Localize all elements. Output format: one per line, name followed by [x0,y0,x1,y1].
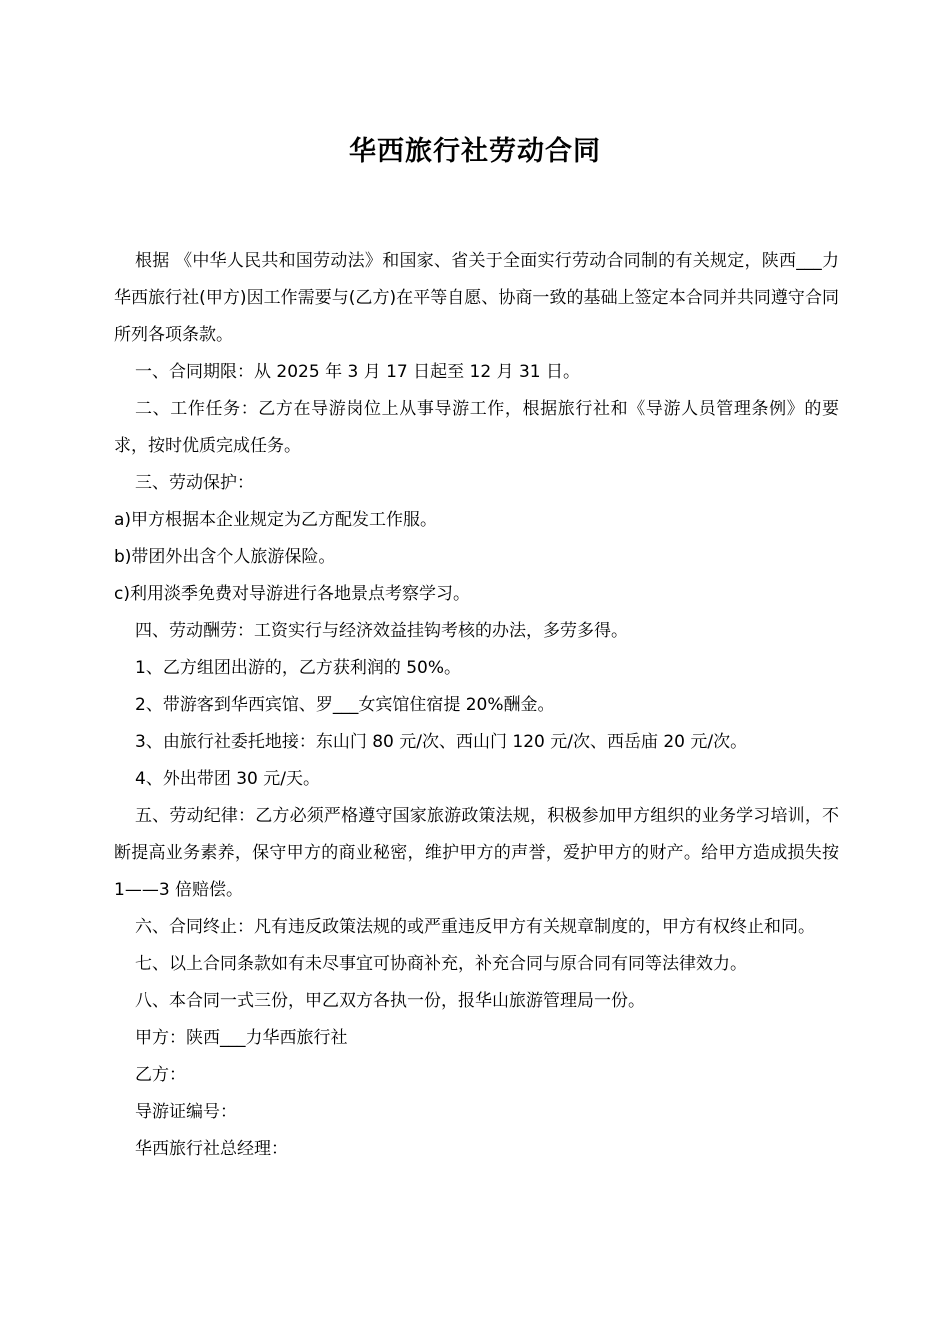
contract-paragraph: 四、劳动酬劳：工资实行与经济效益挂钩考核的办法，多劳多得。 [135,621,628,641]
contract-paragraph: b)带团外出含个人旅游保险。 [114,547,336,567]
document-body [114,243,839,1168]
contract-paragraph: 根据 《中华人民共和国劳动法》和国家、省关于全面实行劳动合同制的有关规定，陕西___力华西旅行社(甲方)因工作需要与(乙方)在平等自愿、协商一致的基础上签定本合同并共同遵守合同所列各项条款。 [114,251,839,345]
contract-paragraph: 二、工作任务：乙方在导游岗位上从事导游工作，根据旅行社和《导游人员管理条例》的要求，按时优质完成任务。 [114,399,839,456]
contract-paragraph: 4、外出带团 30 元/天。 [135,769,320,789]
contract-paragraph: 七、以上合同条款如有未尽事宜可协商补充，补充合同与原合同有同等法律效力。 [135,954,747,974]
contract-paragraph: a)甲方根据本企业规定为乙方配发工作服。 [114,510,438,530]
contract-paragraph: 五、劳动纪律：乙方必须严格遵守国家旅游政策法规，积极参加甲方组织的业务学习培训，不断提高业务素养，保守甲方的商业秘密，维护甲方的声誉，爱护甲方的财产。给甲方造成损失按 1——3 倍赔偿。 [114,806,839,900]
contract-paragraph: 导游证编号： [135,1102,237,1122]
contract-paragraph: 1、乙方组团出游的，乙方获利润的 50%。 [135,658,462,678]
contract-paragraph: 六、合同终止：凡有违反政策法规的或严重违反甲方有关规章制度的，甲方有权终止和同。 [135,917,815,937]
contract-paragraph: 甲方：陕西___力华西旅行社 [135,1028,348,1048]
contract-paragraph: 三、劳动保护： [135,473,254,493]
contract-paragraph: 乙方： [135,1065,186,1085]
contract-paragraph: 2、带游客到华西宾馆、罗___女宾馆住宿提 20%酬金。 [135,695,555,715]
contract-paragraph: 一、合同期限：从 2025 年 3 月 17 日起至 12 月 31 日。 [135,362,581,382]
contract-paragraph: c)利用淡季免费对导游进行各地景点考察学习。 [114,584,470,604]
contract-paragraph: 八、本合同一式三份，甲乙双方各执一份，报华山旅游管理局一份。 [135,991,645,1011]
contract-paragraph: 3、由旅行社委托地接：东山门 80 元/次、西山门 120 元/次、西岳庙 20 元/次。 [135,732,748,752]
contract-paragraph: 华西旅行社总经理： [135,1139,288,1159]
document-title: 华西旅行社劳动合同 [349,136,601,167]
